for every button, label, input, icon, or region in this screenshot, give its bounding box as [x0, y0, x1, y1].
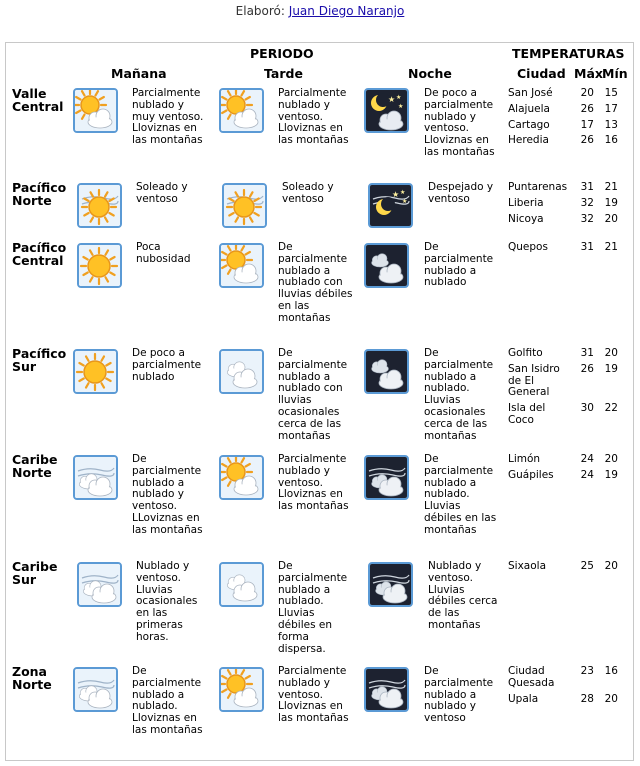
sunny-icon	[77, 243, 122, 288]
forecast-tarde-text: Parcialmente nublado y ventoso. Lloviznas en las montañas	[278, 453, 349, 513]
city-name: Nicoya	[508, 212, 544, 225]
night-cloudy-windy-icon	[364, 667, 409, 712]
city-name: Ciudad Quesada	[508, 665, 555, 689]
temp-min: 19	[604, 362, 618, 375]
sunny-windy-icon	[77, 183, 122, 228]
partly-cloudy-sun-icon	[219, 455, 264, 500]
temp-max: 24	[580, 468, 594, 481]
temp-max: 30	[580, 402, 594, 415]
svg-text:★: ★	[402, 198, 408, 205]
city-name: Golfito	[508, 347, 543, 359]
forecast-manana-text: Soleado y ventoso	[136, 181, 188, 205]
night-cloudy-icon	[364, 243, 409, 288]
temp-max: 17	[580, 118, 594, 131]
forecast-manana-text: Poca nubosidad	[136, 241, 191, 265]
city-name: Alajuela	[508, 102, 550, 115]
partly-cloudy-sun-icon	[219, 88, 264, 133]
forecast-noche-text: De parcialmente nublado a nublado. Lluvias ocasionales cerca de las montañas	[424, 347, 494, 442]
forecast-noche-text: De parcialmente nublado a nublado	[424, 241, 494, 289]
forecast-noche-text: Despejado y ventoso	[428, 181, 494, 205]
temp-min: 21	[604, 241, 618, 253]
night-cloudy-moon-icon	[364, 88, 409, 133]
city-name: Cartago	[508, 118, 550, 131]
region-name: Caribe Sur	[12, 559, 58, 587]
header-min: Mín	[602, 66, 628, 81]
region-name: Valle Central	[12, 86, 64, 114]
partly-cloudy-sun-icon	[73, 88, 118, 133]
forecast-tarde-text: Parcialmente nublado y ventoso. Lloviznas en las montañas	[278, 87, 349, 147]
cloudy-windy-icon	[77, 562, 122, 607]
temp-max: 28	[580, 692, 594, 705]
forecast-noche-text: De poco a parcialmente nublado y ventoso. Lloviznas en las montañas	[424, 87, 495, 158]
temp-max: 32	[580, 212, 594, 225]
clear-night-moon-icon	[368, 183, 413, 228]
header-manana: Mañana	[111, 66, 167, 81]
temp-min: 20	[604, 212, 618, 225]
forecast-manana-text: De parcialmente nublado a nublado. Lloviznas en las montañas	[132, 665, 203, 736]
partly-cloudy-sun-icon	[219, 243, 264, 288]
header-ciudad: Ciudad	[517, 66, 566, 81]
temp-max: 32	[580, 196, 594, 209]
svg-text:★: ★	[388, 95, 396, 104]
cloudy-icon	[219, 562, 264, 607]
forecast-noche-text: De parcialmente nublado a nublado. Lluvias débiles en las montañas	[424, 453, 497, 536]
temp-min: 16	[604, 665, 618, 677]
temp-max: 25	[580, 560, 594, 572]
cloudy-windy-icon	[73, 667, 118, 712]
forecast-tarde-text: Parcialmente nublado y ventoso. Lloviznas en las montañas	[278, 665, 349, 725]
svg-text:★: ★	[396, 94, 402, 101]
temp-min: 17	[604, 102, 618, 115]
temp-min: 20	[604, 560, 618, 572]
temp-max: 26	[580, 362, 594, 375]
credit-label: Elaboró:	[235, 4, 285, 18]
temp-min: 19	[604, 196, 618, 209]
temp-max: 31	[580, 347, 594, 359]
forecast-noche-text: De parcialmente nublado a nublado y ventoso	[424, 665, 494, 725]
temp-min: 19	[604, 468, 618, 481]
region-name: Pacífico Central	[12, 240, 67, 268]
forecast-tarde-text: De parcialmente nublado a nublado con lluvias ocasionales cerca de las montañas	[278, 347, 348, 442]
temp-max: 20	[580, 87, 594, 99]
region-name: Caribe Norte	[12, 452, 58, 480]
temp-min: 20	[604, 347, 618, 359]
region-name: Pacífico Sur	[12, 346, 67, 374]
forecast-tarde-text: Soleado y ventoso	[282, 181, 334, 205]
city-name: Heredia	[508, 134, 549, 147]
forecast-manana-text: De poco a parcialmente nublado	[132, 347, 202, 383]
cloudy-icon	[219, 349, 264, 394]
svg-text:★: ★	[392, 190, 400, 199]
city-name: Liberia	[508, 196, 544, 209]
svg-text:★: ★	[400, 189, 406, 196]
header-noche: Noche	[408, 66, 452, 81]
header-temperaturas: TEMPERATURAS	[512, 46, 625, 61]
temp-max: 31	[580, 181, 594, 193]
temp-min: 15	[604, 87, 618, 99]
forecast-manana-text: Parcialmente nublado y muy ventoso. Lloviznas en las montañas	[132, 87, 204, 147]
forecast-noche-text: Nublado y ventoso. Lluvias débiles cerca de las montañas	[428, 560, 498, 631]
city-name: San José	[508, 87, 553, 99]
header-periodo: PERIODO	[250, 46, 314, 61]
temp-max: 26	[580, 102, 594, 115]
temp-min: 16	[604, 134, 618, 147]
temp-min: 13	[604, 118, 618, 131]
night-cloudy-windy-icon	[364, 455, 409, 500]
night-cloudy-icon	[364, 349, 409, 394]
temp-max: 31	[580, 241, 594, 253]
city-name: Limón	[508, 453, 541, 465]
city-name: Guápiles	[508, 468, 554, 481]
header-tarde: Tarde	[264, 66, 303, 81]
partly-cloudy-sun-icon	[219, 667, 264, 712]
author-link[interactable]: Juan Diego Naranjo	[288, 4, 405, 18]
sunny-icon	[73, 349, 118, 394]
forecast-tarde-text: De parcialmente nublado a nublado. Lluvias débiles en forma dispersa.	[278, 560, 348, 655]
region-name: Pacífico Norte	[12, 180, 67, 208]
region-name: Zona Norte	[12, 664, 52, 692]
temp-min: 21	[604, 181, 618, 193]
temp-max: 23	[580, 665, 594, 677]
cloudy-windy-icon	[73, 455, 118, 500]
temp-max: 24	[580, 453, 594, 465]
temp-min: 20	[604, 453, 618, 465]
temp-min: 20	[604, 692, 618, 705]
forecast-tarde-text: De parcialmente nublado a nublado con lluvias débiles en las montañas	[278, 241, 353, 324]
credit-line	[0, 4, 640, 18]
forecast-manana-text: Nublado y ventoso. Lluvias ocasionales en las primeras horas.	[136, 560, 198, 643]
city-name: Puntarenas	[508, 181, 568, 193]
temp-min: 22	[604, 402, 618, 415]
city-name: Isla del Coco	[508, 402, 546, 426]
night-cloudy-windy-icon	[368, 562, 413, 607]
city-name: Sixaola	[508, 560, 547, 572]
header-max: Máx	[574, 66, 603, 81]
temp-max: 26	[580, 134, 594, 147]
city-name: Quepos	[508, 241, 548, 253]
svg-text:★: ★	[398, 103, 404, 110]
forecast-manana-text: De parcialmente nublado a nublado y ventoso. LLoviznas en las montañas	[132, 453, 203, 536]
sunny-windy-icon	[222, 183, 267, 228]
city-name: Upala	[508, 692, 539, 705]
city-name: San Isidro de El General	[508, 362, 560, 399]
